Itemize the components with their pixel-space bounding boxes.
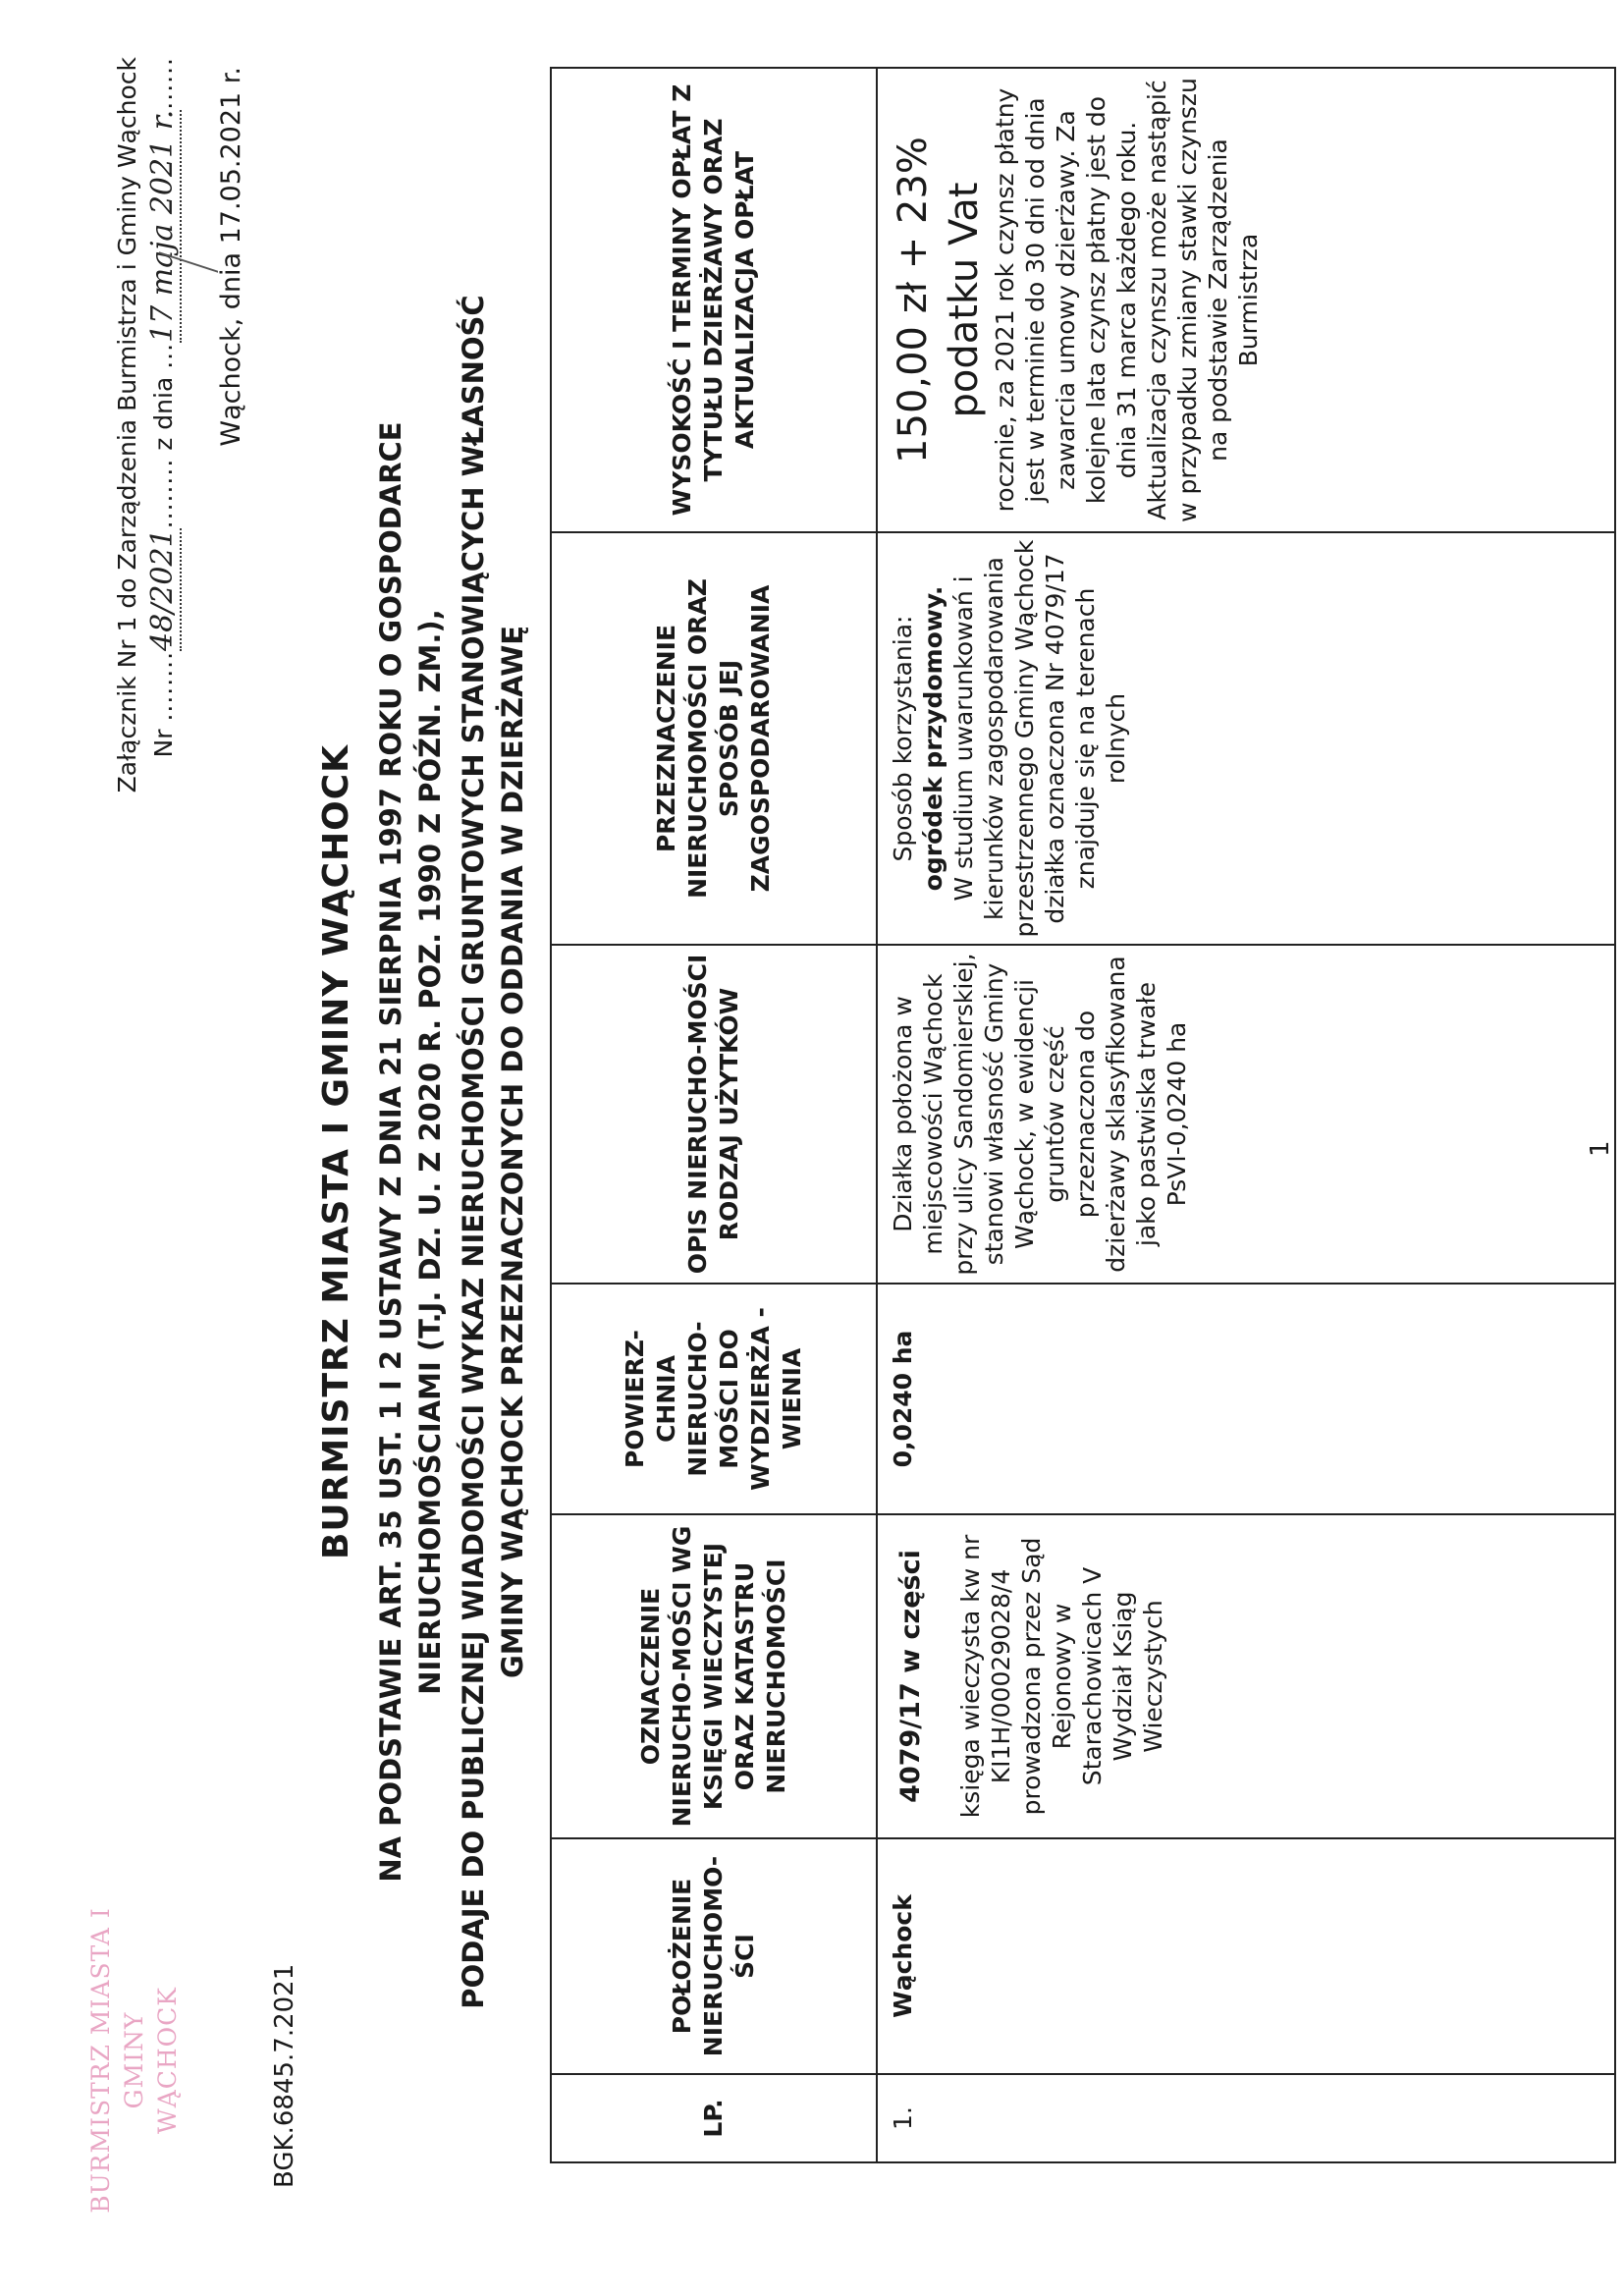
stamp-line-2: WĄCHOCK	[153, 1987, 182, 2134]
cell-przeznaczenie	[877, 532, 1615, 945]
table-row	[877, 68, 1615, 2162]
annex-nr-label: Nr	[149, 729, 178, 758]
subtitle-line-3: PODAJE DO PUBLICZNEJ WIADOMOŚCI WYKAZ NIERUCHOMOŚCI GRUNTOWYCH STANOWIĄCYCH WŁASNOŚĆ	[457, 295, 490, 2009]
table-header-row	[551, 68, 877, 2162]
rent-terms: rocznie, za 2021 rok czynsz płatny jest w terminie do 30 dni od dnia zawarcia umowy dzierżawy. Za kolejne lata czynsz płatny jest do dnia 31 marca każdego roku. Aktualizacja czynszu może nastąpić w przypadku zmiany stawki czynszu na podstawie Zarządzenia Burmistrza	[991, 78, 1263, 522]
cell-powierzchnia: 0,0240 ha	[877, 1284, 1615, 1514]
reference-number: BGK.6845.7.2021	[270, 1963, 299, 2188]
cell-polozenie: Wąchock	[877, 1838, 1615, 2074]
header-opis: OPIS NIERUCHO-MOŚCI RODZAJ UŻYTKÓW	[551, 945, 877, 1284]
header-oznaczenie: OZNACZENIE NIERUCHO-MOŚCI WG KSIĘGI WIECZYSTEJ ORAZ KATASTRU NIERUCHOMOŚCI	[551, 1514, 877, 1838]
header-powierzchnia: POWIERZ-CHNIA NIERUCHO-MOŚCI DO WYDZIERŻA -WIENIA	[551, 1284, 877, 1514]
annex-title: Załącznik Nr 1 do Zarządzenia Burmistrza i Gminy Wąchock	[113, 57, 141, 793]
annex-number-line: Nr ........48/2021........ z dnia ...17 maja 2021 r.......	[145, 57, 180, 758]
header-polozenie: POŁOŻENIE NIERUCHOMO-ŚCI	[551, 1838, 877, 2074]
cell-wysokosc	[877, 68, 1615, 532]
land-register-text: księga wieczysta kw nr KI1H/00029028/4 prowadzona przez Sąd Rejonowy w Starachowicach V Wydział Ksiąg Wieczystych	[956, 1534, 1167, 1819]
header-lp: LP.	[551, 2074, 877, 2162]
subtitle-line-4: GMINY WĄCHOCK PRZEZNACZONYCH DO ODDANIA W DZIERŻAWĘ	[496, 625, 529, 1679]
cell-oznaczenie	[877, 1514, 1615, 1838]
usage-value: ogródek przydomowy.	[919, 585, 947, 892]
place-and-date: Wąchock, dnia 17.05.2021 r.	[216, 67, 246, 447]
cell-opis: Działka położona w miejscowości Wąchock przy ulicy Sandomierskiej, stanowi własność Gminy Wąchock, w ewidencji gruntów część przeznaczona do dzierżawy sklasyfikowana jako pastwiska trwałe PsVI-0,0240 ha	[877, 945, 1615, 1284]
page-number: 1	[1586, 1140, 1615, 1157]
annex-date-label: z dnia	[149, 376, 178, 451]
header-przeznaczenie: PRZEZNACZENIE NIERUCHOMOŚCI ORAZ SPOSÓB JEJ ZAGOSPODAROWANIA	[551, 532, 877, 945]
rent-amount: 150,00 zł + 23% podatku Vat	[891, 137, 987, 464]
subtitle-line-1: NA PODSTAWIE ART. 35 UST. 1 I 2 USTAWY Z DNIA 21 SIERPNIA 1997 ROKU O GOSPODARCE	[374, 421, 407, 1883]
property-table	[550, 67, 1616, 2163]
parcel-number: 4079/17 w części	[895, 1550, 926, 1803]
header-wysokosc: WYSOKOŚĆ I TERMINY OPŁAT Z TYTUŁU DZIERŻAWY ORAZ AKTUALIZACJA OPŁAT	[551, 68, 877, 532]
document-title: BURMISTRZ MIASTA I GMINY WĄCHOCK	[316, 743, 356, 1560]
annex-nr-value: 48/2021	[145, 528, 180, 651]
signature-mark	[159, 65, 218, 272]
zoning-text: W studium uwarunkowań i kierunków zagospodarowania przestrzennego Gminy Wąchock działka oznaczona Nr 4079/17 znajduje się na terenach rolnych	[949, 539, 1130, 938]
usage-label: Sposób korzystania:	[889, 615, 917, 862]
cell-lp: 1.	[877, 2074, 1615, 2162]
subtitle-line-2: NIERUCHOMOŚCIAMI (T.J. DZ. U. Z 2020 R. POZ. 1990 Z PÓŹN. ZM.),	[413, 609, 447, 1695]
stamp-line-1: BURMISTRZ MIASTA I GMINY	[86, 1907, 148, 2214]
annex-date-value: 17 maja 2021 r.	[145, 109, 180, 343]
office-stamp	[84, 1903, 185, 2217]
